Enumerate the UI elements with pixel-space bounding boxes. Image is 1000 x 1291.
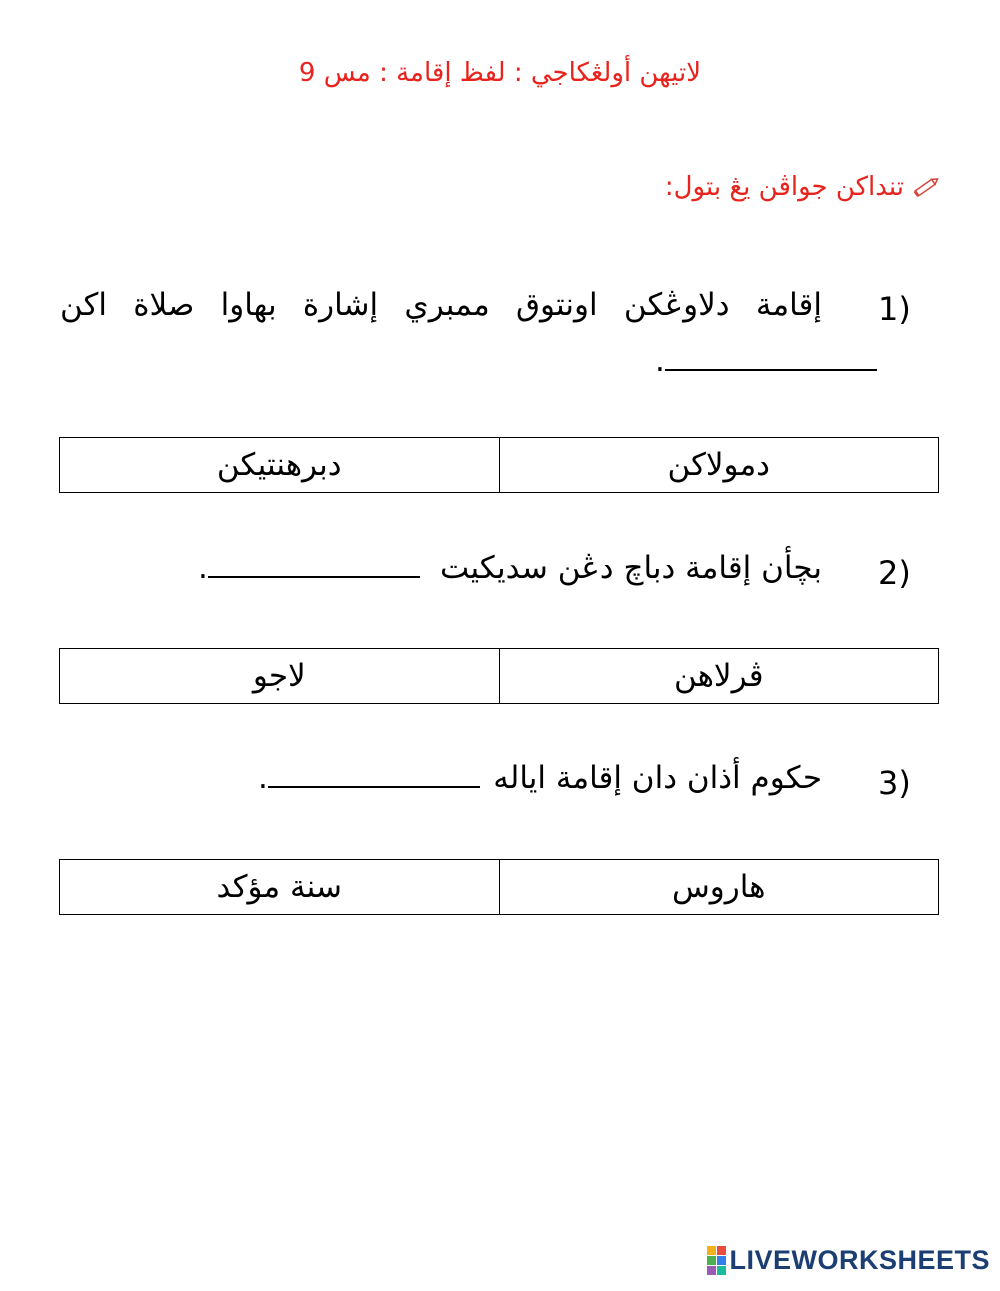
- answer-line[interactable]: .: [198, 550, 420, 586]
- option-cell[interactable]: سنة مؤكد: [60, 860, 500, 915]
- answer-line[interactable]: .: [655, 343, 877, 379]
- option-cell[interactable]: ڤرلاهن: [499, 649, 939, 704]
- options-table: [59, 648, 939, 704]
- pencil-icon: [912, 176, 940, 198]
- option-cell[interactable]: هاروس: [499, 860, 939, 915]
- answer-blank[interactable]: [208, 576, 420, 578]
- liveworksheets-logo: [707, 1245, 990, 1276]
- answer-blank[interactable]: [665, 369, 877, 371]
- question-number: 1): [878, 290, 911, 328]
- answer-line[interactable]: .: [258, 760, 480, 796]
- option-cell[interactable]: دبرهنتيكن: [60, 438, 500, 493]
- options-table: [59, 859, 939, 915]
- answer-blank[interactable]: [268, 786, 480, 788]
- instruction-text: تنداكن جواڤن يڠ بتول:: [664, 172, 904, 202]
- question-text: حكوم أذان دان إقامة اياله: [493, 760, 822, 796]
- question-number: 3): [878, 764, 911, 802]
- question-text: إقامة دلاوڠكن اونتوق ممبري إشارة بهاوا صلاة اكن: [60, 287, 822, 323]
- options-table: [59, 437, 939, 493]
- worksheet-title: لاتيهن أولڠكاجي : لفظ إقامة : مس 9: [298, 58, 702, 88]
- question-text: بچأن إقامة دباچ دڠن سديكيت: [440, 550, 822, 586]
- logo-text: LIVEWORKSHEETS: [729, 1245, 990, 1275]
- option-cell[interactable]: لاجو: [60, 649, 500, 704]
- logo-blocks-icon: [707, 1246, 726, 1275]
- option-cell[interactable]: دمولاكن: [499, 438, 939, 493]
- question-number: 2): [878, 554, 911, 592]
- instruction: [665, 172, 940, 202]
